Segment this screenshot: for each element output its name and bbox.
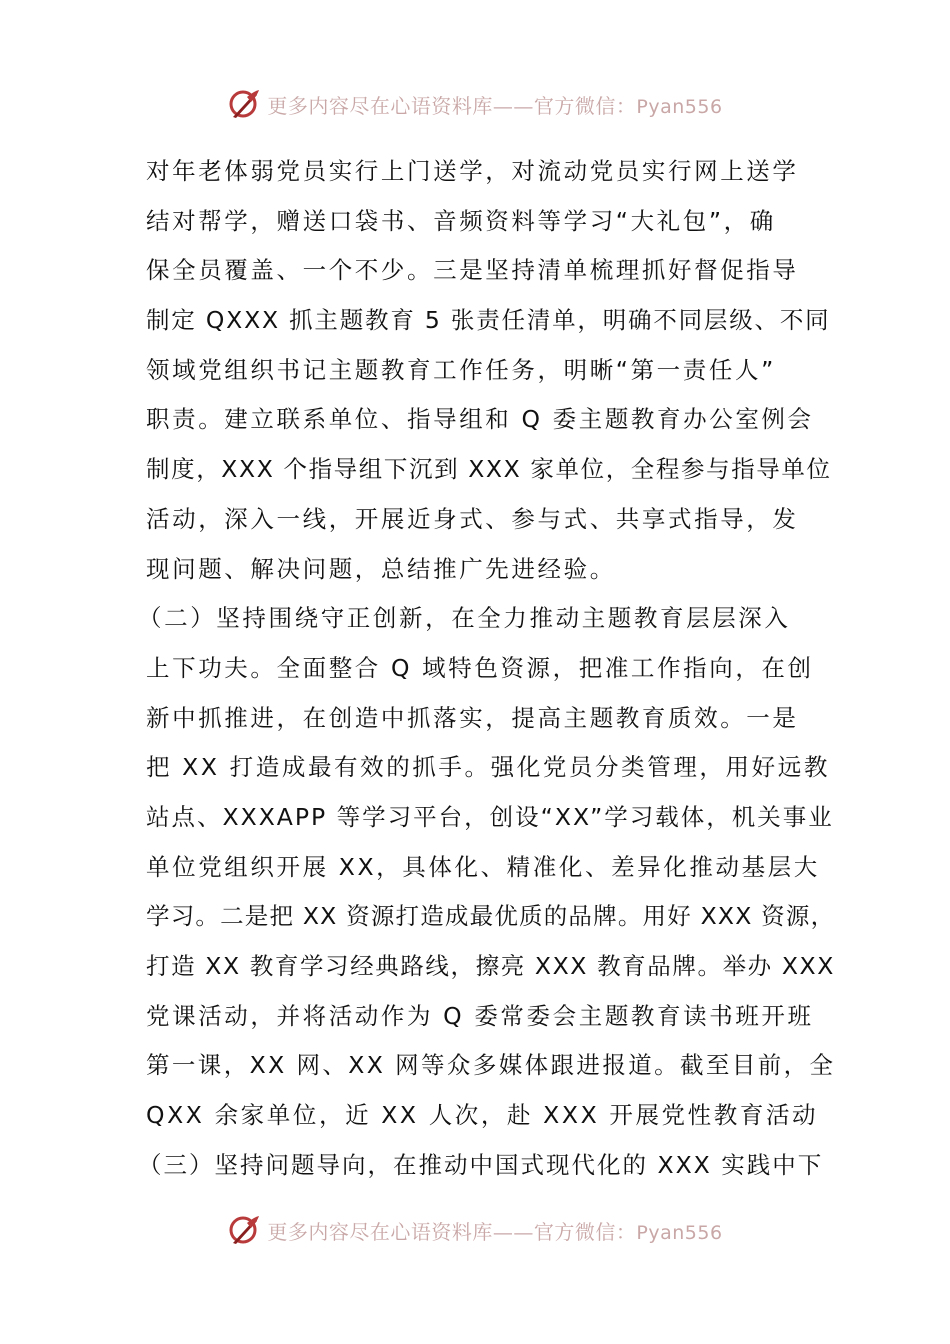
body-line: 现问题、解决问题，总结推广先进经验。 bbox=[146, 554, 616, 583]
quill-logo-icon bbox=[227, 1213, 261, 1247]
header-dash: —— bbox=[492, 93, 534, 118]
body-line: 党课活动，并将活动作为 Q 委常委会主题教育读书班开班 bbox=[146, 1001, 814, 1030]
body-line: 保全员覆盖、一个不少。三是坚持清单梳理抓好督促指导 bbox=[146, 256, 799, 285]
header-wechat-id: Pyan556 bbox=[636, 95, 723, 118]
header-watermark bbox=[0, 84, 950, 124]
header-watermark-text bbox=[267, 90, 722, 119]
body-line: 学习。二是把 XX 资源打造成最优质的品牌。用好 XXX 资源， bbox=[146, 902, 836, 931]
body-line: 单位党组织开展 XX，具体化、精准化、差异化推动基层大 bbox=[146, 852, 820, 881]
body-line: 上下功夫。全面整合 Q 域特色资源，把准工作指向，在创 bbox=[146, 653, 814, 682]
body-line: 职责。建立联系单位、指导组和 Q 委主题教育办公室例会 bbox=[146, 405, 814, 434]
section-heading-line: （二）坚持围绕守正创新，在全力推动主题教育层层深入 bbox=[138, 604, 791, 633]
body-line: 制定 QXXX 抓主题教育 5 张责任清单，明确不同层级、不同 bbox=[146, 306, 831, 335]
document-body bbox=[138, 147, 836, 1190]
body-line: 新中抓推进，在创造中抓落实，提高主题教育质效。一是 bbox=[146, 703, 799, 732]
body-line: 领域党组织书记主题教育工作任务，明晰“第一责任人” bbox=[146, 355, 776, 384]
footer-dash: —— bbox=[492, 1219, 534, 1244]
body-line: 结对帮学，赠送口袋书、音频资料等学习“大礼包”，确 bbox=[146, 206, 776, 235]
quill-logo-icon bbox=[227, 87, 261, 121]
body-line: 活动，深入一线，开展近身式、参与式、共享式指导，发 bbox=[146, 504, 799, 533]
footer-watermark-text bbox=[267, 1216, 722, 1245]
body-line: 对年老体弱党员实行上门送学，对流动党员实行网上送学 bbox=[146, 157, 799, 185]
footer-watermark bbox=[0, 1210, 950, 1250]
body-line: 把 XX 打造成最有效的抓手。强化党员分类管理，用好远教 bbox=[146, 753, 830, 782]
body-line: 打造 XX 教育学习经典路线，擦亮 XXX 教育品牌。举办 XXX bbox=[146, 952, 835, 980]
body-line: 第一课，XX 网、XX 网等众多媒体跟进报道。截至目前，全 bbox=[146, 1051, 836, 1080]
header-wechat-label: 官方微信： bbox=[533, 93, 637, 118]
header-site-text: 更多内容尽在心语资料库 bbox=[267, 93, 493, 118]
body-line: QXX 余家单位，近 XX 人次，赴 XXX 开展党性教育活动 bbox=[146, 1101, 819, 1130]
body-line: 制度，XXX 个指导组下沉到 XXX 家单位，全程参与指导单位 bbox=[146, 455, 832, 484]
section-heading-line: （三）坚持问题导向，在推动中国式现代化的 XXX 实践中下 bbox=[138, 1150, 824, 1179]
body-line: 站点、XXXAPP 等学习平台，创设“XX”学习载体，机关事业 bbox=[146, 802, 834, 831]
footer-wechat-label: 官方微信： bbox=[533, 1219, 637, 1244]
footer-site-text: 更多内容尽在心语资料库 bbox=[267, 1219, 493, 1244]
footer-wechat-id: Pyan556 bbox=[636, 1221, 723, 1244]
